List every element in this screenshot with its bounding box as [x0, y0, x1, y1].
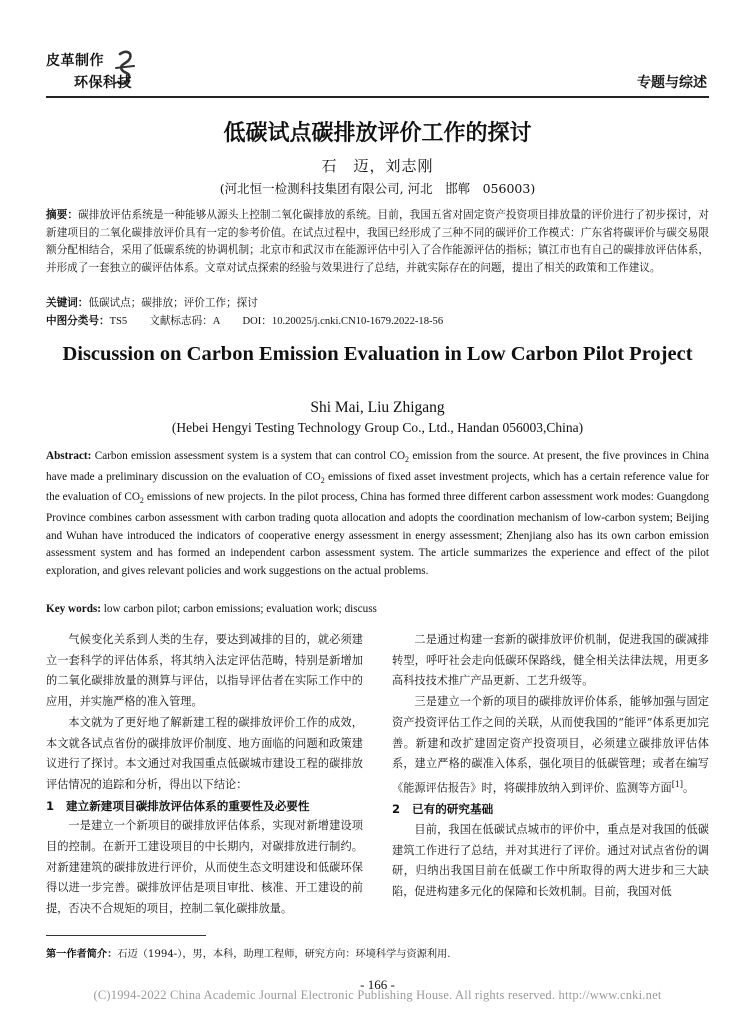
chinese-title: 低碳试点碳排放评价工作的探讨	[223, 121, 532, 146]
journal-name-line1: 皮革制作	[46, 53, 104, 69]
section-title: 已有的研究基础	[412, 802, 494, 817]
co2-subscript: 2	[139, 496, 144, 506]
english-affiliation: (Hebei Hengyi Testing Technology Group Co., Ltd., Handan 056003,China)	[171, 420, 584, 435]
clc-label: 中图分类号：	[46, 315, 110, 327]
co2-subscript: 2	[405, 455, 410, 465]
doc-code-value: A	[212, 316, 221, 327]
body-paragraph: 气候变化关系到人类的生存，要达到减排的目的，就必须建立一套科学的评估体系，将其纳入法定评估范畴，特别是新增加的二氧化碳排放量的测算与评估，以指导评估者在实际工作中的应用，并实施严格的准入管理。	[46, 633, 363, 709]
page-number: - 166 -	[360, 977, 395, 992]
body-paragraph-end: 。	[683, 781, 695, 795]
body-paragraph	[392, 692, 709, 799]
doi-label: DOI：	[242, 316, 272, 327]
section-heading-1	[46, 796, 363, 817]
english-abstract-part3: emissions of fixed asset investment projects, which has a certain reference value for the evaluation of CO	[46, 470, 709, 504]
english-keywords-label: Key words:	[46, 603, 101, 615]
citation-reference: [1]	[671, 779, 684, 789]
english-abstract	[46, 448, 709, 580]
doc-code-label: 文献标志码：	[149, 315, 213, 327]
chinese-keywords-text: 低碳试点；碳排放；评价工作；探讨	[88, 297, 258, 309]
clc-value: TS5	[109, 316, 128, 327]
cnki-watermark: (C)1994-2022 China Academic Journal Electronic Publishing House. All rights reserved. http://www.cnki.net	[93, 988, 662, 1002]
co2-subscript: 2	[320, 475, 325, 485]
footnote-label: 第一作者简介：	[46, 949, 118, 960]
body-paragraph: 二是通过构建一套新的碳排放评价机制，促进我国的碳减排转型，呼吁社会走向低碳环保路线，健全相关法律法规，用更多高科技技术推广产品更新、工艺升级等。	[392, 633, 709, 688]
chinese-keywords	[46, 295, 709, 311]
journal-name-line2: 环保科技	[74, 75, 132, 91]
english-abstract-part4: emissions of new projects. In the pilot process, China has formed three different carbon assessment work modes: Guangdong Province combines carbon assessment with carbon trading quota allocation and adopts the coordination mechanism of low-carbon system; Beijing and Wuhan have introduced the indicators of cooperative energy assessment in energy assessment; Zhenjiang also has its own carbon emission assessment system and has formed an independent carbon assessment system. The article summarizes the experience and effect of the pilot exploration, and gives relevant policies and work suggestions on the actual problems.	[46, 491, 709, 577]
english-keywords	[46, 601, 709, 618]
chinese-keywords-label: 关键词：	[46, 297, 89, 309]
english-keywords-text: low carbon pilot; carbon emissions; evaluation work; discuss	[101, 603, 377, 615]
doi-value: 10.20025/j.cnki.CN10-1679.2022-18-56	[271, 316, 444, 327]
body-paragraph: 本文就为了更好地了解新建工程的碳排放评价工作的成效，本文就各试点省份的碳排放评价制度、地方面临的问题和政策建议进行了探讨。本文通过对我国重点低碳城市建设工程的碳排放评估情况的追踪和分析，得出以下结论：	[46, 715, 363, 791]
chinese-affiliation: (河北恒一检测科技集团有限公司, 河北 邯郸 056003)	[219, 181, 536, 196]
header-divider	[46, 96, 709, 98]
english-authors: Shi Mai, Liu Zhigang	[310, 399, 445, 416]
journal-logo	[46, 50, 156, 96]
body-right-column	[392, 630, 709, 903]
body-left-column	[46, 630, 363, 920]
section-heading-2	[392, 799, 709, 820]
classification-line	[46, 313, 709, 330]
english-abstract-label: Abstract:	[46, 450, 92, 462]
chinese-abstract-label: 摘要：	[46, 209, 79, 221]
body-paragraph: 目前，我国在低碳试点城市的评价中，重点是对我国的低碳建筑工作进行了总结，并对其进行了评价。通过对试点省份的调研，归纳出我国目前在低碳工作中所取得的两大进步和三大缺陷，促进构建多元化的保障和长效机制。目前，我国对低	[392, 823, 709, 899]
body-paragraph: 一是建立一个新项目的碳排放评估体系，实现对新增建设项目的控制。在新开工建设项目的中长期内，对碳排放进行制约。对新建建筑的碳排放进行评价，从而使生态文明建设和低碳环保得以进一步完善。碳排放评估是项目审批、核准、开工建设的前提，否决不合规矩的项目，控制二氧化碳排放量。	[46, 819, 363, 916]
body-paragraph-text: 三是建立一个新的项目的碳排放评价体系，能够加强与固定资产投资评估工作之间的关联，从而使我国的“能评”体系更加完善。新建和改扩建固定资产投资项目，必须建立碳排放评估体系，建立严格的碳准入体系，强化项目的低碳管理；或者在编写《能源评估报告》时，将碳排放纳入到评价、监测等方面	[392, 695, 709, 795]
chinese-abstract	[46, 207, 709, 277]
chinese-authors: 石 迈，刘志刚	[321, 157, 434, 175]
english-abstract-part1: Carbon emission assessment system is a system that can control CO	[91, 450, 406, 462]
chinese-abstract-text: 碳排放评估系统是一种能够从源头上控制二氧化碳排放的系统。目前，我国五省对固定资产投资项目排放量的评价进行了初步探讨，对新建项目的二氧化碳排放评价具有一定的参考价值。在试点过程中，我国已经形成了三种不同的碳评价工作模式：广东省将碳评价与碳交易限额分配相结合，采用了低碳系统的协调机制；北京市和武汉市在能源评估中引入了合作能源评估的指标；镇江市也有自己的碳排放评估体系，并形成了一套独立的碳评估体系。文章对试点探索的经验与效果进行了总结，并就实际存在的问题，提出了相关的政策和工作建议。	[46, 209, 710, 274]
footnote-divider	[46, 935, 206, 936]
english-title: Discussion on Carbon Emission Evaluation in Low Carbon Pilot Project	[62, 343, 693, 365]
author-footnote	[46, 945, 709, 960]
footnote-text: 石迈（1994-），男，本科，助理工程师，研究方向：环境科学与资源利用.	[117, 949, 451, 960]
english-abstract-part2: emission from the source. At present, the five provinces in China have made a preliminary discussion on the evaluation of CO	[46, 450, 709, 483]
section-number: 1	[46, 798, 55, 813]
section-title: 建立新建项目碳排放评估体系的重要性及必要性	[66, 798, 310, 813]
section-name: 专题与综述	[637, 75, 707, 91]
section-number: 2	[392, 802, 401, 817]
